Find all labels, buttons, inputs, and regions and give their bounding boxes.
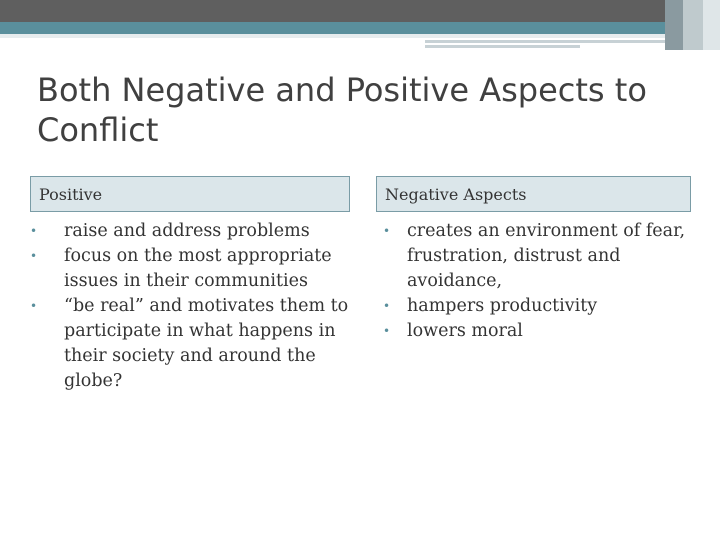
top-banner-dark — [0, 0, 720, 22]
top-banner-teal — [0, 22, 720, 34]
bullet-icon: • — [383, 299, 391, 313]
list-item: • “be real” and motivates them to participate in what happens in their society and around the globe? — [30, 296, 349, 391]
decor-stripe — [425, 45, 580, 48]
top-banner-light — [0, 34, 720, 38]
list-item: • raise and address problems — [30, 219, 352, 244]
list-item: • focus on the most appropriate issues in their communities — [30, 246, 332, 291]
bullet-icon: • — [30, 224, 38, 238]
decor-stripe — [425, 40, 670, 43]
positive-list — [30, 219, 352, 394]
bullet-icon: • — [383, 324, 391, 338]
negative-list — [383, 219, 693, 344]
positive-column-header: Positive — [30, 176, 350, 212]
negative-column-header: Negative Aspects — [376, 176, 691, 212]
bullet-icon: • — [30, 299, 38, 313]
corner-decor — [665, 0, 720, 50]
list-item: • hampers productivity — [383, 294, 693, 319]
list-item: • lowers moral — [383, 319, 693, 344]
bullet-icon: • — [30, 249, 38, 263]
list-item: • creates an environment of fear, frustration, distrust and avoidance, — [383, 221, 686, 291]
slide-title: Both Negative and Positive Aspects to Conflict — [37, 71, 647, 149]
bullet-icon: • — [383, 224, 391, 238]
